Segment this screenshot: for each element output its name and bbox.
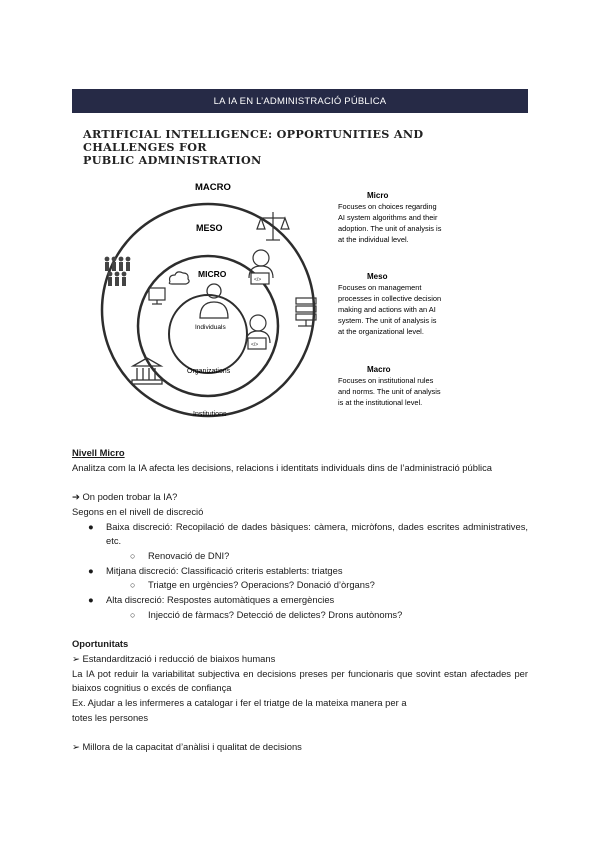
svg-text:</>: </> (254, 277, 262, 283)
macro-description (338, 365, 441, 407)
svg-text:making and actions with an AI: making and actions with an AI (338, 305, 436, 314)
macro-heading: Macro (367, 365, 391, 374)
opportunity-1-example: Ex. Ajudar a les infermeres a catalogar i fer el triatge de la mateixa manera per a (72, 696, 407, 708)
micro-intro: Analitza com la IA afecta les decisions, relacions i identitats individuals dins de l’administració pública (72, 461, 493, 473)
svg-text:processes in collective decisi: processes in collective decision (338, 294, 442, 303)
list-item: ● Baixa discreció: Recopilació de dades bàsiques: càmera, micròfons, dades escrites administratives, etc. (88, 520, 528, 547)
svg-text:AI system algorithms and their: AI system algorithms and their (338, 213, 438, 222)
person-icon (200, 284, 228, 318)
developer-icon (246, 315, 270, 349)
document-body (72, 446, 528, 755)
organizations-label: Organizations (187, 368, 231, 375)
sub-list-item: ○ Triatge en urgències? Operacions? Donació d’òrgans? (130, 579, 375, 591)
svg-text:system. The unit of analysis i: system. The unit of analysis is (338, 316, 437, 325)
svg-text:at the individual level.: at the individual level. (338, 235, 409, 244)
svg-text:is at the institutional level.: is at the institutional level. (338, 398, 423, 407)
svg-text:at the organizational level.: at the organizational level. (338, 327, 424, 336)
meso-heading: Meso (367, 272, 388, 281)
page-title-banner (72, 89, 528, 113)
opportunity-1-example-cont: totes les persones (72, 711, 149, 723)
page-title: LA IA EN L’ADMINISTRACIÓ PÚBLICA (213, 95, 387, 107)
opportunity-1-title: ➢ Estandardització i reducció de biaixos humans (72, 652, 276, 664)
svg-text:adoption. The unit of analysis: adoption. The unit of analysis is (338, 224, 442, 233)
levels-diagram (83, 128, 483, 428)
meso-label: MESO (196, 223, 223, 233)
svg-text:</>: </> (251, 342, 259, 348)
list-item: ● Alta discreció: Respostes automàtiques a emergències (88, 594, 335, 606)
micro-description (338, 191, 442, 244)
sub-list-item: ○ Injecció de fàrmacs? Detecció de delictes? Drons autònoms? (130, 608, 403, 620)
laptop-worker-icon (249, 250, 273, 284)
micro-ring (169, 295, 247, 373)
section-heading-opportunities: Oportunitats (72, 638, 129, 650)
opportunity-2-title: ➢ Millora de la capacitat d’anàlisi i qualitat de decisions (72, 741, 302, 753)
levels-intro: Segons en el nivell de discreció (72, 505, 204, 517)
list-item: ● Mitjana discreció: Classificació criteris establerts: triatges (88, 564, 343, 576)
svg-text:and norms. The unit of analysi: and norms. The unit of analysis (338, 387, 441, 396)
micro-label: MICRO (198, 269, 227, 279)
institutions-label: Institutions (193, 411, 227, 418)
svg-text:Focuses on choices regarding: Focuses on choices regarding (338, 202, 437, 211)
ai-levels-figure (83, 128, 483, 428)
computer-cloud-icon (149, 272, 189, 304)
opportunity-1-text: La IA pot reduir la variabilitat subjectiva en decisions preses per funcionaris que sovint estan afectades per biaixos cognitius o excés de confiança (72, 667, 528, 694)
svg-text:Focuses on institutional rules: Focuses on institutional rules (338, 376, 434, 385)
meso-description (338, 272, 441, 336)
svg-text:Focuses on management: Focuses on management (338, 283, 422, 292)
where-question: ➔ On poden trobar la IA? (72, 491, 178, 503)
sub-list-item: ○ Renovació de DNI? (130, 549, 230, 561)
section-heading-micro: Nivell Micro (72, 447, 125, 458)
micro-heading: Micro (367, 191, 389, 200)
individuals-label: Individuals (195, 324, 226, 331)
figure-title: ARTIFICIAL INTELLIGENCE: OPPORTUNITIES AND CHALLENGES FOR PUBLIC ADMINISTRATION (83, 127, 424, 167)
macro-label: MACRO (195, 182, 231, 193)
